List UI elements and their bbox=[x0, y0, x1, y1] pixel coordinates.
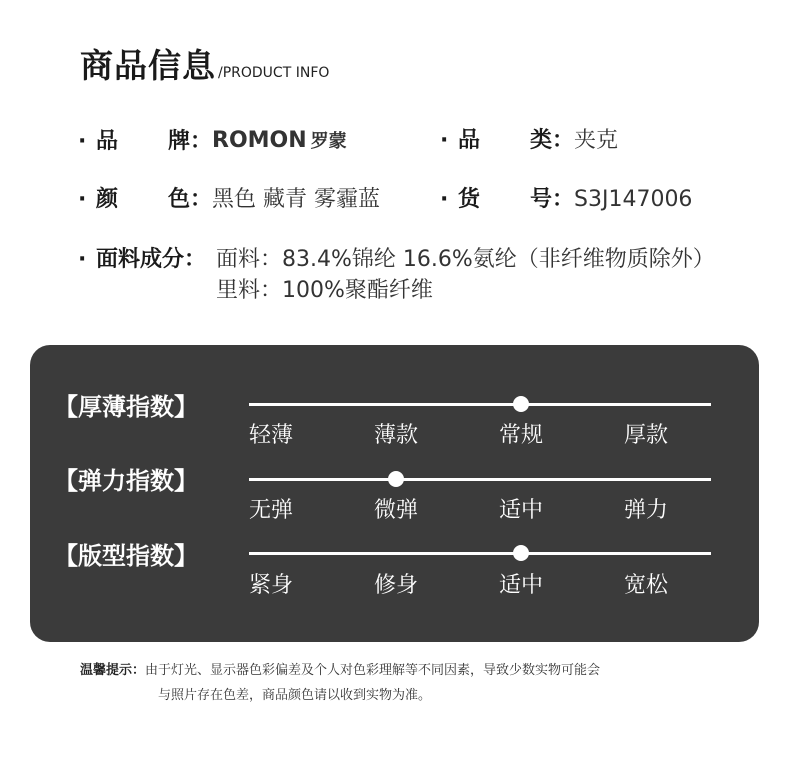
elasticity-track bbox=[249, 478, 711, 481]
fabric-row bbox=[78, 245, 715, 275]
title-main: 商品信息 bbox=[80, 46, 216, 85]
sku-value: S3J147006 bbox=[574, 187, 693, 212]
brand-value bbox=[212, 126, 347, 157]
notice bbox=[80, 661, 600, 681]
brand-logo-cn: 罗蒙 bbox=[310, 131, 347, 152]
fit-knob bbox=[513, 545, 529, 561]
elasticity-options bbox=[249, 496, 749, 526]
lining-row bbox=[216, 276, 433, 306]
elasticity-knob bbox=[388, 471, 404, 487]
option-label: 弹力 bbox=[624, 498, 669, 523]
bullet: · bbox=[440, 187, 449, 212]
color-label: 颜 色： bbox=[96, 187, 212, 212]
fabric-label: 面料成分： bbox=[96, 247, 207, 272]
option-label: 薄款 bbox=[374, 423, 419, 448]
brand-row bbox=[78, 126, 347, 157]
sku-row bbox=[440, 185, 692, 215]
brand-logo-en: ROMON bbox=[212, 128, 307, 153]
notice-line1: 由于灯光、显示器色彩偏差及个人对色彩理解等不同因素，导致少数实物可能会 bbox=[145, 663, 601, 678]
thickness-index-label: 【厚薄指数】 bbox=[54, 393, 198, 421]
bullet: · bbox=[78, 128, 87, 154]
option-label: 常规 bbox=[499, 423, 544, 448]
option-label: 适中 bbox=[499, 573, 544, 598]
category-value: 夹克 bbox=[574, 128, 619, 153]
fit-index-label: 【版型指数】 bbox=[54, 542, 198, 570]
option-label: 无弹 bbox=[249, 498, 294, 523]
bullet: · bbox=[78, 247, 87, 272]
option-label: 紧身 bbox=[249, 573, 294, 598]
bullet: · bbox=[78, 187, 87, 212]
brand-label: 品 牌： bbox=[96, 128, 212, 154]
category-row bbox=[440, 126, 618, 156]
page-title bbox=[80, 46, 329, 86]
fit-index-panel bbox=[30, 345, 759, 642]
bullet: · bbox=[440, 128, 449, 153]
color-value: 黑色 藏青 雾霾蓝 bbox=[212, 187, 380, 212]
notice-label: 温馨提示： bbox=[80, 663, 146, 678]
option-label: 宽松 bbox=[624, 573, 669, 598]
notice-line2: 与照片存在色差，商品颜色请以收到实物为准。 bbox=[158, 688, 432, 703]
fit-options bbox=[249, 571, 749, 601]
color-row bbox=[78, 185, 380, 215]
fabric-line2: 里料：100%聚酯纤维 bbox=[216, 278, 433, 303]
elasticity-index-label: 【弹力指数】 bbox=[54, 467, 198, 495]
thickness-knob bbox=[513, 396, 529, 412]
category-label: 品 类： bbox=[458, 128, 574, 153]
thickness-track bbox=[249, 403, 711, 406]
option-label: 轻薄 bbox=[249, 423, 294, 448]
option-label: 修身 bbox=[374, 573, 419, 598]
fabric-line1: 面料：83.4%锦纶 16.6%氨纶（非纤维物质除外） bbox=[216, 247, 715, 272]
notice-cont bbox=[158, 686, 431, 706]
title-sub: /PRODUCT INFO bbox=[218, 65, 330, 81]
option-label: 厚款 bbox=[624, 423, 669, 448]
sku-label: 货 号： bbox=[458, 187, 574, 212]
option-label: 适中 bbox=[499, 498, 544, 523]
option-label: 微弹 bbox=[374, 498, 419, 523]
thickness-options bbox=[249, 421, 749, 451]
fit-track bbox=[249, 552, 711, 555]
